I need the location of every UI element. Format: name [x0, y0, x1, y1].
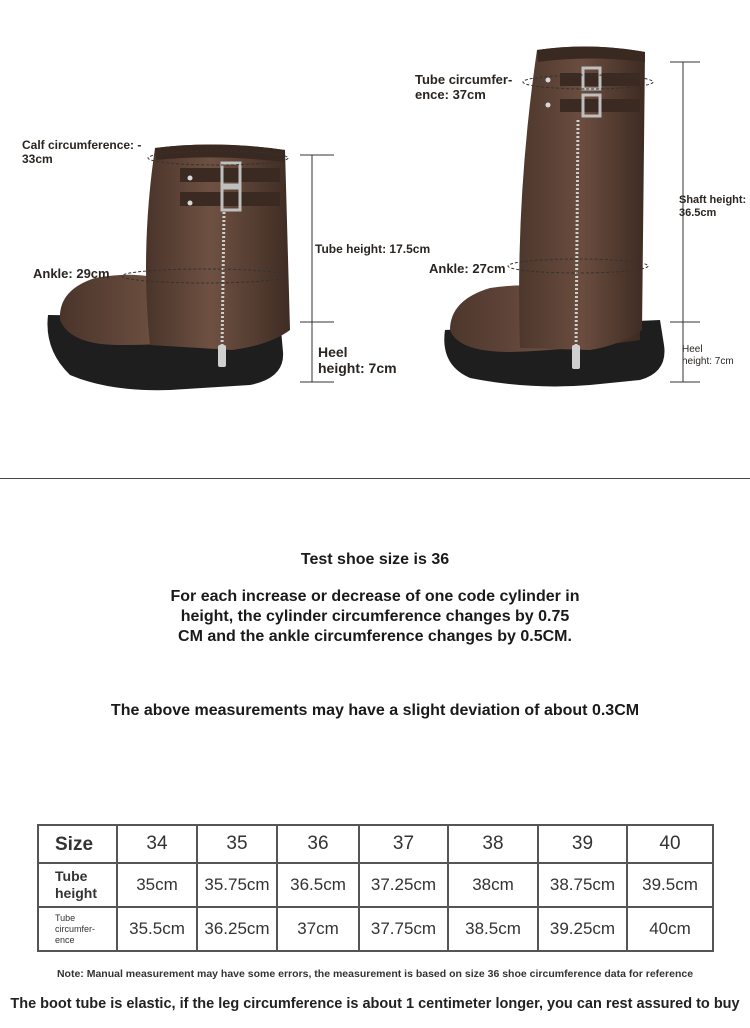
measurement-note: Note: Manual measurement may have some errors, the measurement is based on size 36 shoe circumference data for reference — [56, 968, 694, 980]
deviation-text: The above measurements may have a slight deviation of about 0.3CM — [110, 702, 640, 719]
size-change-line-3: CM and the ankle circumference changes by 0.5CM. — [178, 628, 572, 645]
size-change-line-1: For each increase or decrease of one code cylinder in — [170, 588, 580, 605]
tube-height-cell: 35.75cm — [197, 863, 277, 907]
tube-circumference-cell: 37.75cm — [359, 907, 448, 951]
size-cell: 35 — [197, 825, 277, 863]
size-cell: 40 — [627, 825, 713, 863]
tube-height-cell: 38.75cm — [538, 863, 627, 907]
tube-circumference-cell: 38.5cm — [448, 907, 538, 951]
tube-circumference-cell: 36.25cm — [197, 907, 277, 951]
table-row-tube-height — [38, 863, 713, 907]
size-cell: 38 — [448, 825, 538, 863]
right-ankle-label: Ankle: 27cm — [429, 261, 506, 276]
tube-height-cell: 38cm — [448, 863, 538, 907]
size-cell: 37 — [359, 825, 448, 863]
tube-height-cell: 35cm — [117, 863, 197, 907]
test-size-text: Test shoe size is 36 — [300, 551, 450, 568]
product-photo-area — [0, 0, 750, 478]
section-divider — [0, 478, 750, 479]
table-row-tube-circumference — [38, 907, 713, 951]
left-ankle-label: Ankle: 29cm — [33, 266, 110, 281]
tube-height-cell: 36.5cm — [277, 863, 359, 907]
row-header-tube-height: Tube height — [38, 863, 117, 907]
tube-height-cell: 39.5cm — [627, 863, 713, 907]
tube-circumference-cell: 37cm — [277, 907, 359, 951]
calf-circumference-label: Calf circumference: - 33cm — [22, 138, 142, 166]
tube-height-label: Tube height: 17.5cm — [315, 242, 431, 256]
size-cell: 34 — [117, 825, 197, 863]
tube-height-cell: 37.25cm — [359, 863, 448, 907]
tube-circumference-cell: 35.5cm — [117, 907, 197, 951]
short-boot-image — [0, 0, 750, 478]
size-cell: 36 — [277, 825, 359, 863]
row-header-size: Size — [38, 825, 117, 863]
tube-circumference-cell: 40cm — [627, 907, 713, 951]
tube-circumference-label: Tube circumfer- ence: 37cm — [415, 72, 513, 102]
row-header-tube-circumference: Tube circumfer- ence — [38, 907, 117, 951]
size-chart-table — [37, 824, 714, 952]
size-change-line-2: height, the cylinder circumference changes by 0.75 — [180, 608, 570, 625]
tube-circumference-cell: 39.25cm — [538, 907, 627, 951]
left-heel-height-label: Heel height: 7cm — [318, 344, 397, 376]
elastic-note: The boot tube is elastic, if the leg circumference is about 1 centimeter longer, you can rest assured to buy — [10, 996, 740, 1012]
table-row-size — [38, 825, 713, 863]
size-cell: 39 — [538, 825, 627, 863]
shaft-height-label: Shaft height: 36.5cm — [679, 194, 747, 219]
right-heel-height-label: Heel height: 7cm — [682, 344, 734, 367]
